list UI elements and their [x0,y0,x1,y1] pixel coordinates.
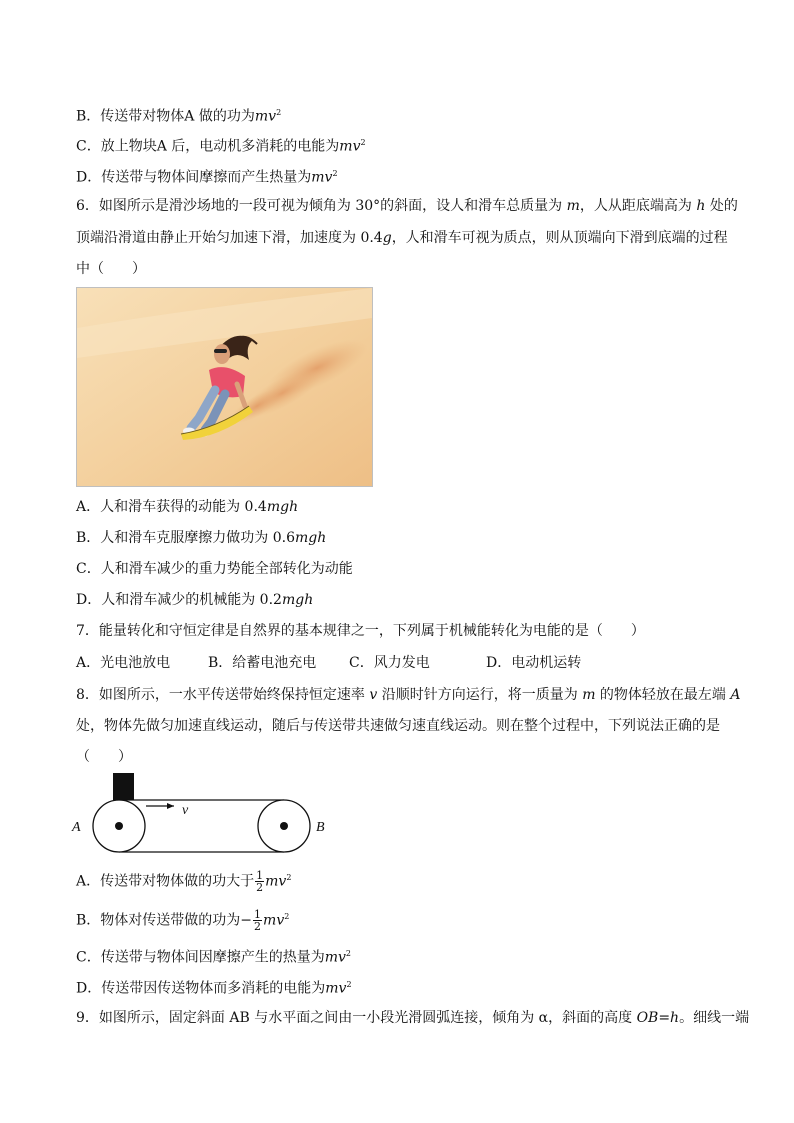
q8-option-a: A．传送带对物体做的功大于 $\frac{1}{2}$ $mv^2$ [76,869,292,895]
sand-sledding-illustration [77,288,372,486]
q5-option-d: D．传送带与物体间摩擦而产生热量为$mv^2$ [76,169,338,186]
q8-option-c: C．传送带与物体间因摩擦产生的热量为$mv^2$ [76,949,352,966]
q8-option-d: D．传送带因传送物体而多消耗的电能为$mv^2$ [76,980,352,997]
q7-option-b: B．给蓄电池充电 [208,655,317,671]
q6-option-d: D．人和滑车减少的机械能为 0.2mgh [76,592,314,608]
q7-option-c: C．风力发电 [349,655,430,671]
q5-option-c: C．放上物块A 后，电动机多消耗的电能为$mv^2$ [76,138,366,155]
q6-option-c: C．人和滑车减少的重力势能全部转化为动能 [76,561,353,577]
q6-option-b: B．人和滑车克服摩擦力做功为 0.6mgh [76,530,327,546]
velocity-label: v [182,803,189,818]
conveyor-belt-svg [70,772,340,862]
q6-stem-line-1: 6．如图所示是滑沙场地的一段可视为倾角为 30°的斜面，设人和滑车总质量为 m，人从距底端高为 h 处的 [76,198,738,214]
q6-stem-line-2: 顶端沿滑道由静止开始匀加速下滑，加速度为 0.4g，人和滑车可视为质点，则从顶端向下滑到底端的过程 [76,230,728,246]
q7-stem: 7．能量转化和守恒定律是自然界的基本规律之一，下列属于机械能转化为电能的是（ ） [76,623,645,639]
fraction-half: $\frac{1}{2}$ [256,869,264,895]
q8-stem-line-1: 8．如图所示，一水平传送带始终保持恒定速率 v 沿顺时针方向运行，将一质量为 m 的物体轻放在最左端 A [76,687,741,703]
q7-option-a: A．光电池放电 [76,655,171,671]
sand-sledding-photo [76,287,373,487]
label-a: A [72,820,81,835]
q9-stem-line-1: 9．如图所示，固定斜面 AB 与水平面之间由一小段光滑圆弧连接，倾角为 α，斜面的高度 OB=h。细线一端 [76,1010,750,1026]
q7-option-d: D．电动机运转 [486,655,582,671]
q5-option-b: B．传送带对物体A 做的功为$mv^2$ [76,108,282,125]
q6-option-a: A．人和滑车获得的动能为 0.4mgh [76,499,299,515]
q8-stem-line-2: 处，物体先做匀加速直线运动，随后与传送带共速做匀速直线运动。则在整个过程中，下列说法正确的是 [76,718,720,734]
fraction-half: $\frac{1}{2}$ [254,908,262,934]
q6-stem-line-3: 中（ ） [76,261,146,277]
q8-option-b: B．物体对传送带做的功为− $\frac{1}{2}$ $mv^2$ [76,908,290,934]
conveyor-belt-diagram [70,772,340,862]
block-object [113,773,134,800]
q8-stem-line-3: （ ） [76,749,132,765]
label-b: B [316,820,325,835]
